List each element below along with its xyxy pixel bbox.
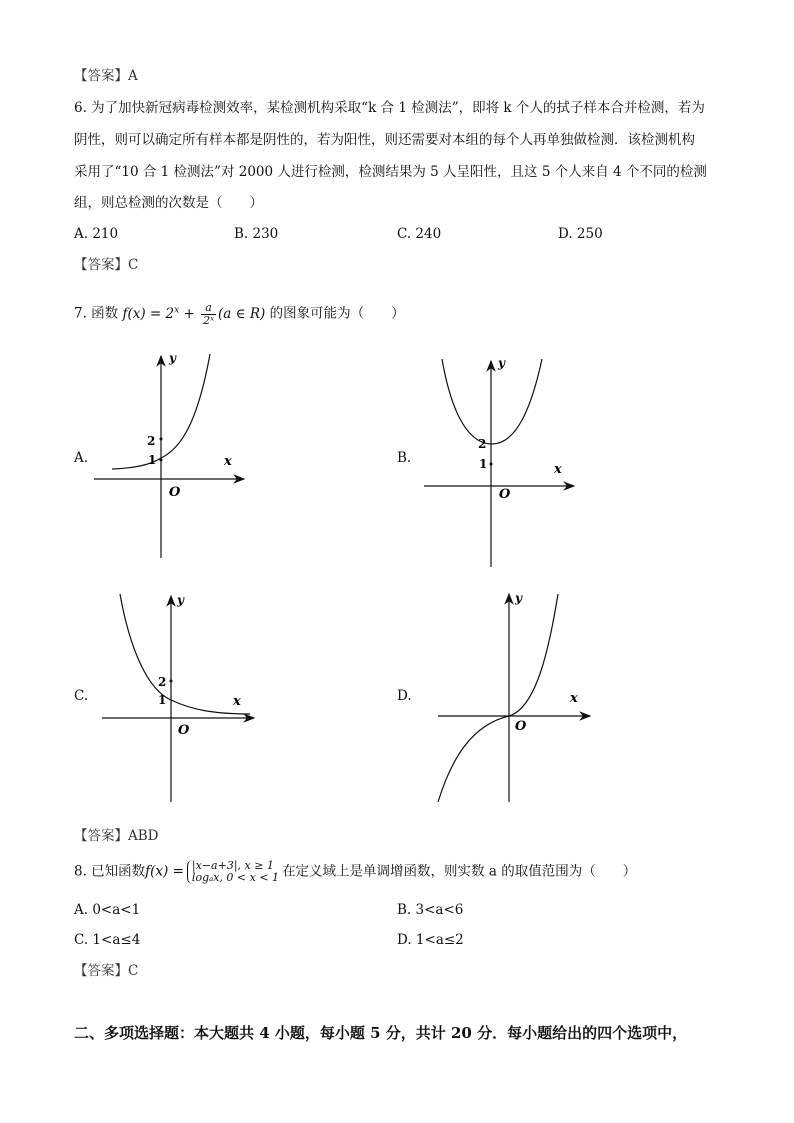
q6-option-a: A. 210: [74, 226, 119, 242]
y-label: y: [515, 591, 522, 605]
tick-2: 2: [147, 434, 156, 448]
tick-2: 2: [478, 437, 487, 451]
section-2-heading: 二、多项选择题：本大题共 4 小题，每小题 5 分，共计 20 分．每小题给出的四个选项中，: [74, 1024, 688, 1042]
tick-dot: [160, 459, 163, 462]
answer-value: ABD: [128, 828, 159, 844]
tick-dot: [170, 680, 173, 683]
graph-b: [420, 355, 580, 570]
q7-formula: [122, 300, 266, 327]
x-label: x: [570, 691, 578, 706]
q8-option-c: C. 1<a≤4: [74, 932, 141, 948]
q7-denominator: 2ˣ: [203, 313, 214, 327]
origin-label: O: [169, 485, 181, 500]
x-label: x: [233, 694, 241, 709]
answer-tag: 【答案】: [74, 257, 128, 273]
answer-6: [74, 255, 138, 275]
q8-stem: [74, 860, 636, 884]
answer-5: [74, 66, 138, 86]
tick-1: 1: [148, 453, 157, 467]
graph-c: [100, 590, 260, 805]
q8-case1: |x−a+3|, x ≥ 1: [191, 859, 274, 872]
graph-label-c: C.: [74, 688, 89, 704]
curve: [120, 594, 250, 714]
curve: [438, 594, 558, 802]
y-label: y: [169, 351, 176, 365]
q7-fraction: [201, 302, 216, 327]
graph-label-d: D.: [397, 688, 412, 704]
tick-dot: [160, 438, 163, 441]
answer-value: C: [128, 963, 139, 979]
q8-option-b: B. 3<a<6: [397, 902, 464, 918]
curve: [442, 359, 542, 444]
answer-value: A: [128, 68, 138, 84]
q6-option-b: B. 230: [234, 226, 279, 242]
origin-label: O: [178, 723, 190, 738]
answer-tag: 【答案】: [74, 68, 128, 84]
q8-case2: logₐx, 0 < x < 1: [191, 871, 280, 884]
q8-prefix: 8. 已知函数: [74, 863, 146, 880]
tick-2: 2: [158, 675, 167, 689]
q8-option-d: D. 1<a≤2: [397, 932, 464, 948]
q6-option-d: D. 250: [558, 226, 603, 242]
x-label: x: [224, 454, 232, 469]
answer-7: [74, 826, 159, 846]
q7-prefix: 7. 函数: [74, 305, 119, 322]
q7-f: f(x) = 2: [122, 305, 175, 322]
q6-line1: 6. 为了加快新冠病毒检测效率，某检测机构采取“k 合 1 检测法”，即将 k 个人的拭子样本合并检测，若为: [74, 100, 705, 116]
graph-label-b: B.: [397, 450, 412, 466]
q8-piecewise: [187, 860, 279, 884]
tick-1: 1: [158, 693, 167, 707]
q7-sup: x: [174, 305, 180, 315]
q6-line2: 阴性，则可以确定所有样本都是阴性的，若为阳性，则还需要对本组的每个人再单独做检测．该检测机构: [74, 132, 695, 148]
answer-8: [74, 961, 138, 981]
q8-option-a: A. 0<a<1: [74, 902, 141, 918]
q7-plus: +: [179, 305, 200, 322]
q7-domain: (a ∈ R): [218, 305, 266, 322]
tick-1: 1: [479, 457, 488, 471]
y-label: y: [498, 356, 505, 370]
answer-tag: 【答案】: [74, 828, 128, 844]
answer-value: C: [128, 257, 139, 273]
q8-suffix: 在定义域上是单调增函数，则实数 a 的取值范围为（ ）: [282, 863, 637, 880]
graph-d: [436, 590, 596, 805]
origin-label: O: [515, 719, 527, 734]
q6-line4: 组，则总检测的次数是（ ）: [74, 195, 263, 211]
q7-numerator: a: [201, 302, 216, 315]
y-label: y: [177, 593, 184, 607]
graph-a: [90, 350, 250, 560]
graph-label-a: A.: [74, 450, 89, 466]
q7-suffix: 的图象可能为（ ）: [265, 305, 405, 322]
q6-option-c: C. 240: [397, 226, 442, 242]
tick-dot: [490, 463, 493, 466]
q7-stem: [74, 300, 405, 327]
x-label: x: [554, 462, 562, 477]
answer-tag: 【答案】: [74, 963, 128, 979]
q6-line3: 采用了“10 合 1 检测法”对 2000 人进行检测，检测结果为 5 人呈阳性，且这 5 个人来自 4 个不同的检测: [74, 164, 707, 180]
origin-label: O: [499, 487, 511, 502]
q8-fx: f(x) =: [145, 863, 184, 880]
